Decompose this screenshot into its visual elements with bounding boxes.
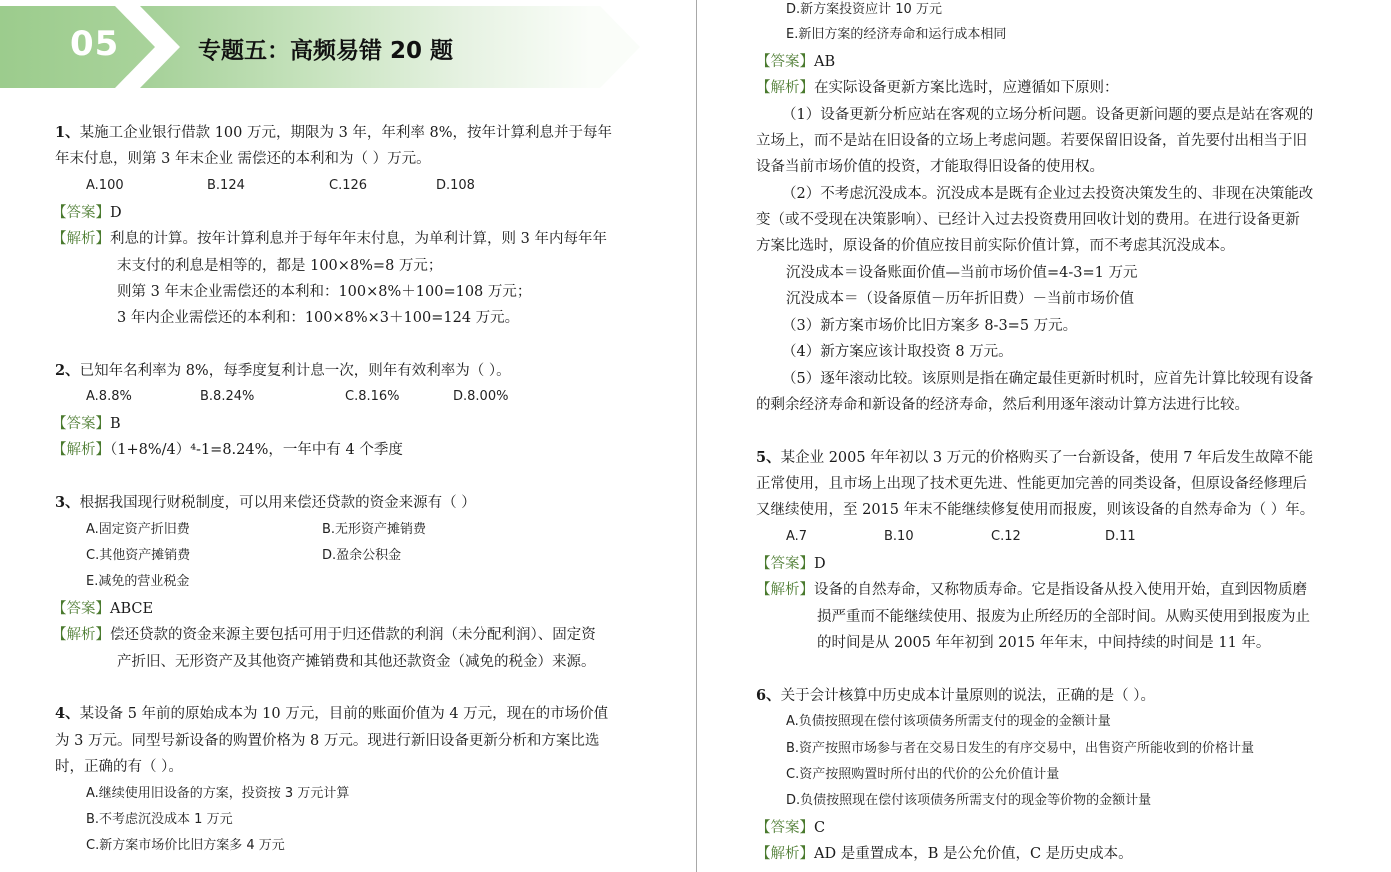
analysis-label: 【解析】	[52, 627, 110, 643]
option-e: E.减免的营业税金	[86, 574, 190, 589]
answer-label: 【答案】	[52, 205, 110, 221]
answer-row	[756, 52, 835, 72]
option-a: A.8.8%	[86, 389, 132, 404]
option-c: C.126	[329, 178, 368, 193]
analysis-line: （1）设备更新分析应站在客观的立场分析问题。设备更新问题的要点是站在客观的	[782, 107, 1314, 123]
analysis-line: 的剩余经济寿命和新设备的经济寿命，然后利用逐年滚动计算方法进行比较。	[756, 397, 1249, 413]
question-stem-line: 6、关于会计核算中历史成本计量原则的说法，正确的是（ ）。	[756, 687, 1155, 704]
option-b: B.124	[207, 178, 245, 193]
analysis-row: 【解析】设备的自然寿命，又称物质寿命。它是指设备从投入使用开始，直到因物质磨	[756, 582, 1307, 598]
section-header-banner	[0, 6, 640, 88]
analysis-line: 则第 3 年末企业需偿还的本利和：100×8%＋100=108 万元；	[117, 284, 532, 300]
analysis-label: 【解析】	[756, 582, 814, 598]
option-c: C.12	[991, 529, 1021, 544]
option-b: B.不考虑沉没成本 1 万元	[86, 812, 233, 827]
analysis-line: （3）新方案市场价比旧方案多 8-3=5 万元。	[782, 318, 1078, 334]
answer-row	[52, 203, 122, 223]
section-number: 05	[70, 24, 120, 64]
option-b: B.无形资产摊销费	[322, 522, 427, 537]
question-stem-line: 年末付息，则第 3 年末企业 需偿还的本利和为（ ）万元。	[55, 151, 431, 167]
analysis-line: 沉没成本＝（设备原值－历年折旧费）－当前市场价值	[786, 291, 1134, 307]
analysis-line: 立场上，而不是站在旧设备的立场上考虑问题。若要保留旧设备，首先要付出相当于旧	[756, 133, 1307, 149]
analysis-label: 【解析】	[756, 80, 814, 96]
option-b: B.资产按照市场参与者在交易日发生的有序交易中，出售资产所能收到的价格计量	[786, 741, 1255, 756]
question-number: 3、	[55, 494, 80, 511]
answer-label: 【答案】	[756, 54, 814, 70]
option-a: A.7	[786, 529, 808, 544]
option-a: A.固定资产折旧费	[86, 522, 190, 537]
analysis-row: 【解析】（1+8%/4）⁴-1=8.24%，一年中有 4 个季度	[52, 442, 403, 458]
answer-value: AB	[814, 54, 836, 70]
question-number: 6、	[756, 687, 781, 704]
question-number: 5、	[756, 449, 781, 466]
answer-row	[52, 599, 153, 619]
section-title: 专题五：高频易错 20 题	[198, 38, 454, 64]
option-a: A.继续使用旧设备的方案，投资按 3 万元计算	[86, 786, 350, 801]
question-stem-line: 时，正确的有（ ）。	[55, 759, 183, 775]
answer-label: 【答案】	[756, 556, 814, 572]
answer-value: D	[814, 556, 826, 572]
option-d: D.盈余公积金	[322, 548, 402, 563]
question-stem-line: 正常使用，且市场上出现了技术更先进、性能更加完善的同类设备，但原设备经修理后	[756, 476, 1307, 492]
question-stem-line: 为 3 万元。同型号新设备的购置价格为 8 万元。现进行新旧设备更新分析和方案比选	[55, 733, 600, 749]
option-c: C.8.16%	[345, 389, 400, 404]
analysis-line: （2）不考虑沉没成本。沉没成本是既有企业过去投资决策发生的、非现在决策能改	[782, 186, 1314, 202]
option-d: D.108	[436, 178, 475, 193]
analysis-row: 【解析】偿还贷款的资金来源主要包括可用于归还借款的利润（未分配利润）、固定资	[52, 627, 596, 643]
analysis-line: 变（或不受现在决策影响）、已经计入过去投资费用回收计划的费用。在进行设备更新	[756, 212, 1300, 228]
answer-row	[756, 554, 826, 574]
answer-value: B	[110, 416, 121, 432]
analysis-line: 方案比选时，原设备的价值应按目前实际价值计算，而不考虑其沉没成本。	[756, 238, 1235, 254]
option-e: E.新旧方案的经济寿命和运行成本相同	[786, 27, 1007, 42]
analysis-label: 【解析】	[52, 231, 110, 247]
analysis-line: 末支付的利息是相等的，都是 100×8%=8 万元；	[117, 258, 443, 274]
analysis-label: 【解析】	[52, 442, 110, 458]
option-b: B.10	[884, 529, 914, 544]
question-stem-line: 4、某设备 5 年前的原始成本为 10 万元，目前的账面价值为 4 万元，现在的市场价值	[55, 705, 609, 722]
answer-value: D	[110, 205, 122, 221]
analysis-line: 产折旧、无形资产及其他资产摊销费和其他还款资金（减免的税金）来源。	[117, 654, 596, 670]
question-stem-line: 3、根据我国现行财税制度，可以用来偿还贷款的资金来源有（ ）	[55, 494, 476, 511]
answer-value: C	[814, 820, 826, 836]
analysis-line: 的时间是从 2005 年年初到 2015 年年末，中间持续的时间是 11 年。	[817, 635, 1271, 651]
answer-row	[52, 414, 121, 434]
option-c: C.其他资产摊销费	[86, 548, 191, 563]
analysis-label: 【解析】	[756, 846, 814, 862]
option-d: D.新方案投资应计 10 万元	[786, 2, 942, 17]
analysis-row: 【解析】AD 是重置成本，B 是公允价值，C 是历史成本。	[756, 846, 1133, 862]
option-d: D.8.00%	[453, 389, 509, 404]
right-page	[697, 0, 1391, 872]
analysis-line: 沉没成本＝设备账面价值—当前市场价值=4-3=1 万元	[786, 265, 1138, 281]
analysis-line: 损严重而不能继续使用、报废为止所经历的全部时间。从购买使用到报废为止	[817, 609, 1310, 625]
analysis-line: （4）新方案应该计取投资 8 万元。	[782, 344, 1013, 360]
option-c: C.资产按照购置时所付出的代价的公允价值计量	[786, 767, 1060, 782]
answer-value: ABCE	[110, 601, 154, 617]
answer-label: 【答案】	[52, 416, 110, 432]
analysis-row: 【解析】利息的计算。按年计算利息并于每年年末付息，为单利计算，则 3 年内每年年	[52, 231, 607, 247]
answer-label: 【答案】	[52, 601, 110, 617]
question-number: 4、	[55, 705, 80, 722]
option-c: C.新方案市场价比旧方案多 4 万元	[86, 838, 285, 853]
option-d: D.负债按照现在偿付该项债务所需支付的现金等价物的金额计量	[786, 793, 1152, 808]
option-a: A.负债按照现在偿付该项债务所需支付的现金的金额计量	[786, 714, 1111, 729]
analysis-line: 设备当前市场价值的投资，才能取得旧设备的使用权。	[756, 159, 1104, 175]
option-b: B.8.24%	[200, 389, 255, 404]
analysis-line: （5）逐年滚动比较。该原则是指在确定最佳更新时机时，应首先计算比较现有设备	[782, 371, 1314, 387]
analysis-row: 【解析】在实际设备更新方案比选时，应遵循如下原则：	[756, 80, 1119, 96]
question-stem-line: 1、某施工企业银行借款 100 万元，期限为 3 年，年利率 8%，按年计算利息并于每年	[55, 124, 613, 141]
question-number: 2、	[55, 362, 80, 379]
question-stem-line: 2、已知年名利率为 8%，每季度复利计息一次，则年有效利率为（ ）。	[55, 362, 511, 379]
answer-row	[756, 818, 825, 838]
answer-label: 【答案】	[756, 820, 814, 836]
analysis-line: 3 年内企业需偿还的本利和：100×8%×3＋100=124 万元。	[117, 310, 520, 326]
question-stem-line: 又继续使用，至 2015 年末不能继续修复使用而报废，则该设备的自然寿命为（ ）年。	[756, 502, 1315, 518]
question-number: 1、	[55, 124, 80, 141]
option-d: D.11	[1105, 529, 1136, 544]
option-a: A.100	[86, 178, 124, 193]
question-stem-line: 5、某企业 2005 年年初以 3 万元的价格购买了一台新设备，使用 7 年后发生故障不能	[756, 449, 1314, 466]
